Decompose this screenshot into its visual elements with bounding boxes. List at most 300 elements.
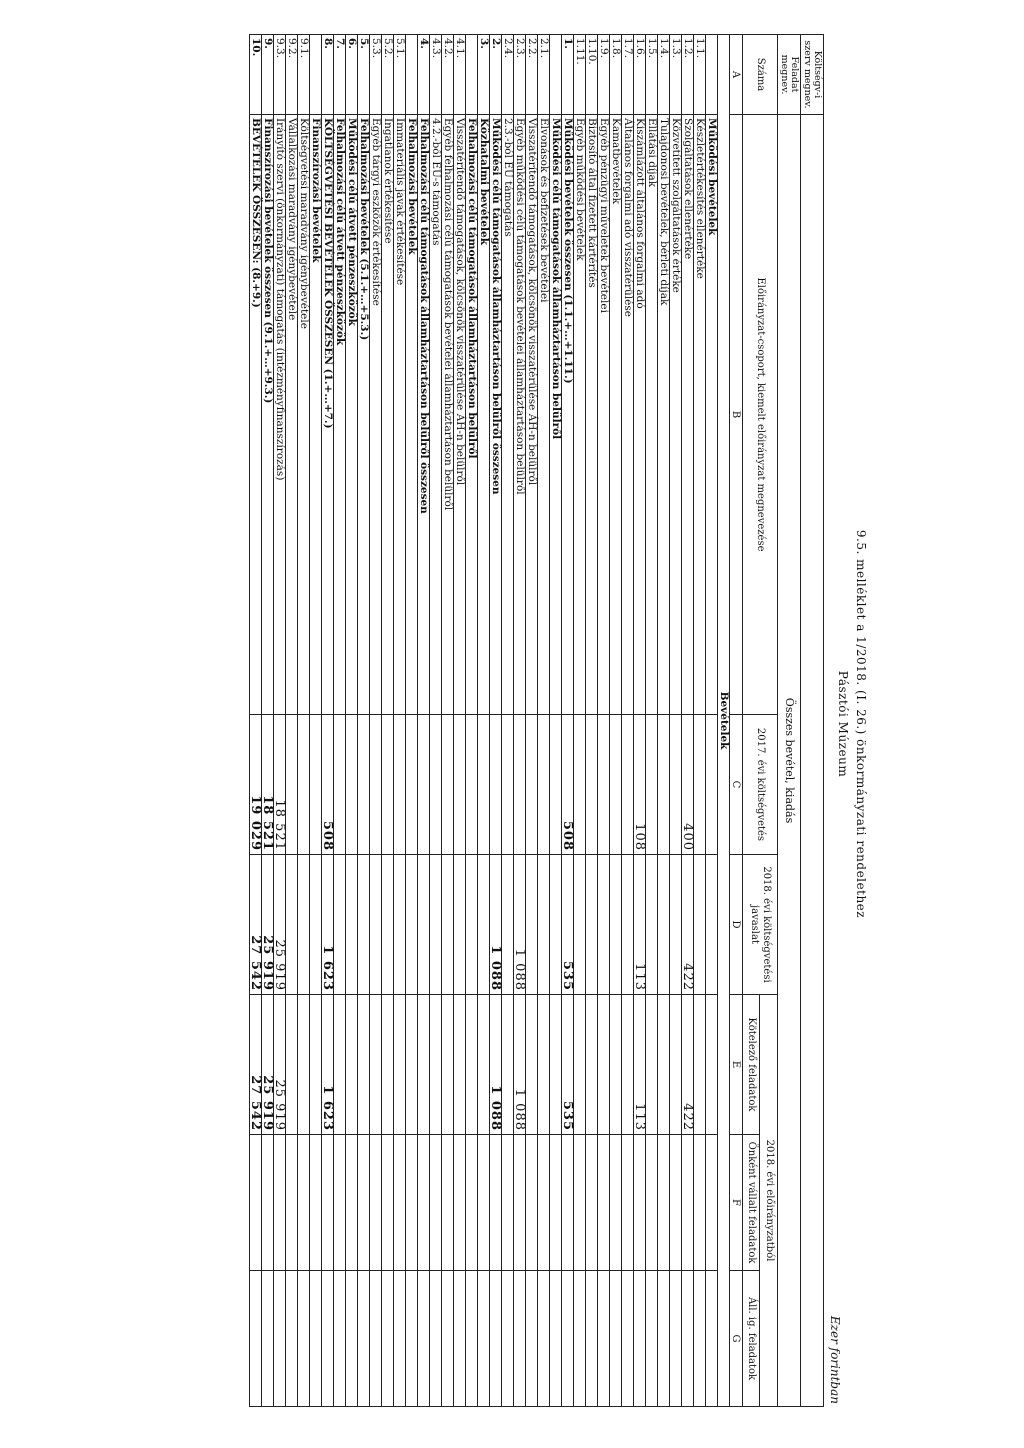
row-value-e: [286, 995, 298, 1135]
row-value-e: 113: [634, 995, 646, 1135]
row-value-g: [298, 1271, 310, 1407]
table-row: [466, 35, 478, 1407]
row-value-e: 1 623: [322, 995, 334, 1135]
table-row: [394, 35, 406, 1407]
row-value-g: [442, 1271, 454, 1407]
row-name: Működési célú támogatások államháztartáson belülről: [550, 115, 562, 715]
row-value-f: [514, 1135, 526, 1271]
row-value-d: [694, 855, 706, 995]
row-code: 8.: [322, 35, 334, 115]
table-row: [406, 35, 418, 1407]
row-code: 2.3.: [514, 35, 526, 115]
row-code: 1.5.: [646, 35, 658, 115]
row-value-g: [706, 1271, 718, 1407]
row-value-g: [406, 1271, 418, 1407]
row-name: Felhalmozási bevételek: [406, 115, 418, 715]
row-code: 4.1.: [454, 35, 466, 115]
row-value-c: [490, 715, 502, 855]
row-value-e: [298, 995, 310, 1135]
row-name: Általános forgalmi adó visszatérülése: [622, 115, 634, 715]
row-value-f: [562, 1135, 574, 1271]
row-value-f: [610, 1135, 622, 1271]
row-value-g: [586, 1271, 598, 1407]
letter-b: B: [730, 115, 743, 715]
row-value-d: 25 919: [262, 855, 274, 995]
section-title: Bevételek: [718, 35, 730, 1407]
table-row: [706, 35, 718, 1407]
row-value-e: [586, 995, 598, 1135]
row-value-d: [538, 855, 550, 995]
row-value-f: [334, 1135, 346, 1271]
row-value-d: [646, 855, 658, 995]
row-value-e: [454, 995, 466, 1135]
row-value-f: [574, 1135, 586, 1271]
row-value-c: [442, 715, 454, 855]
row-value-g: [598, 1271, 610, 1407]
col-number-header: Száma: [743, 35, 778, 115]
row-code: 2.2.: [526, 35, 538, 115]
row-value-f: [394, 1135, 406, 1271]
table-row: [538, 35, 550, 1407]
row-name: Kiszámlázott általános forgalmi adó: [634, 115, 646, 715]
row-value-c: [610, 715, 622, 855]
row-name: Működési célú átvett pénzeszközök: [346, 115, 358, 715]
row-value-f: [658, 1135, 670, 1271]
meta-row-feladat: [778, 35, 801, 1407]
row-value-d: [346, 855, 358, 995]
col-c-header: 2017. évi költségvetés: [743, 715, 778, 855]
row-value-f: [370, 1135, 382, 1271]
table-row: [274, 35, 286, 1407]
row-code: [466, 35, 478, 115]
row-name: Kamatbevételek: [610, 115, 622, 715]
row-value-f: [298, 1135, 310, 1271]
row-value-g: [658, 1271, 670, 1407]
meta-row-szerv: [801, 35, 824, 1407]
row-value-d: 1 088: [490, 855, 502, 995]
row-value-e: 25 919: [262, 995, 274, 1135]
row-value-g: [430, 1271, 442, 1407]
row-value-g: [550, 1271, 562, 1407]
szerv-value: [801, 115, 824, 1407]
row-value-e: 1 088: [514, 995, 526, 1135]
letter-e: E: [730, 995, 743, 1135]
row-value-e: 1 088: [490, 995, 502, 1135]
row-value-g: [490, 1271, 502, 1407]
row-name: Immateriális javak értékesítése: [394, 115, 406, 715]
col-f-header: Önként vállalt feladatok: [743, 1135, 761, 1271]
row-value-g: [382, 1271, 394, 1407]
row-value-g: [622, 1271, 634, 1407]
row-value-e: [430, 995, 442, 1135]
row-value-g: [610, 1271, 622, 1407]
row-code: 9.1.: [298, 35, 310, 115]
row-code: 4.3.: [430, 35, 442, 115]
table-row: [634, 35, 646, 1407]
row-value-c: [286, 715, 298, 855]
row-name: Készletértékesítés ellenértéke: [694, 115, 706, 715]
row-code: 4.2.: [442, 35, 454, 115]
row-value-e: [370, 995, 382, 1135]
row-value-f: [286, 1135, 298, 1271]
row-value-d: [466, 855, 478, 995]
table-row: [622, 35, 634, 1407]
row-value-f: [310, 1135, 322, 1271]
letter-g: G: [730, 1271, 743, 1407]
row-code: 1.10.: [586, 35, 598, 115]
table-row: [286, 35, 298, 1407]
row-name: Egyéb tárgyi eszközök értékesítése: [370, 115, 382, 715]
row-name: Működési célú támogatások államháztartáson belülről összesen: [490, 115, 502, 715]
row-value-g: [538, 1271, 550, 1407]
row-value-e: 25 919: [274, 995, 286, 1135]
row-value-f: [670, 1135, 682, 1271]
row-value-g: [682, 1271, 694, 1407]
budget-table: [249, 34, 824, 1407]
row-name: Egyéb felhalmozási célú támogatások bevételei államháztartáson belülről: [442, 115, 454, 715]
row-value-c: 18 521: [274, 715, 286, 855]
row-value-d: [298, 855, 310, 995]
row-code: 1.4.: [658, 35, 670, 115]
row-code: [550, 35, 562, 115]
table-row: [682, 35, 694, 1407]
row-value-d: [454, 855, 466, 995]
row-code: 2.4.: [502, 35, 514, 115]
row-value-f: [502, 1135, 514, 1271]
row-value-f: [382, 1135, 394, 1271]
row-value-d: [286, 855, 298, 995]
row-value-d: [382, 855, 394, 995]
table-row: [478, 35, 490, 1407]
row-value-g: [634, 1271, 646, 1407]
row-value-g: [502, 1271, 514, 1407]
row-value-c: [526, 715, 538, 855]
row-value-f: [358, 1135, 370, 1271]
letter-f: F: [730, 1135, 743, 1271]
row-value-e: 535: [562, 995, 574, 1135]
row-value-g: [358, 1271, 370, 1407]
row-name: Visszatérítendő támogatások, kölcsönök visszatérülése ÁH-n belülről: [454, 115, 466, 715]
row-value-f: [586, 1135, 598, 1271]
table-row: [334, 35, 346, 1407]
row-value-g: [454, 1271, 466, 1407]
row-value-d: [358, 855, 370, 995]
row-code: 1.7.: [622, 35, 634, 115]
row-value-g: [322, 1271, 334, 1407]
row-value-e: [406, 995, 418, 1135]
row-value-e: [442, 995, 454, 1135]
row-name: Irányító szervi (önkormányzati) támogatás (intézményfinanszírozás): [274, 115, 286, 715]
row-value-f: [250, 1135, 262, 1271]
table-row: [490, 35, 502, 1407]
row-name: Finanszírozási bevételek összesen (9.1.+…+9.3.): [262, 115, 274, 715]
row-value-d: [610, 855, 622, 995]
col-group-header: 2018. évi előirányzatból: [760, 995, 778, 1407]
table-row: [694, 35, 706, 1407]
table-row: [262, 35, 274, 1407]
row-value-g: [370, 1271, 382, 1407]
table-row: [346, 35, 358, 1407]
row-name: Működési bevételek: [706, 115, 718, 715]
col-name-header: Előirányzat-csoport, kiemelt előirányzat megnevezése: [743, 115, 778, 715]
row-value-c: [646, 715, 658, 855]
row-value-c: [694, 715, 706, 855]
row-value-e: [694, 995, 706, 1135]
table-row: [250, 35, 262, 1407]
row-name: Szolgáltatások ellenértéke: [682, 115, 694, 715]
row-value-d: [706, 855, 718, 995]
row-value-f: [598, 1135, 610, 1271]
col-g-header: Áll. ig. feladatok: [743, 1271, 761, 1407]
row-value-f: [490, 1135, 502, 1271]
row-value-g: [418, 1271, 430, 1407]
row-value-f: [538, 1135, 550, 1271]
row-value-d: [370, 855, 382, 995]
row-value-c: [502, 715, 514, 855]
row-value-f: [454, 1135, 466, 1271]
row-name: Felhalmozási bevételek (5.1.+…+5.3.): [358, 115, 370, 715]
row-name: KÖLTSÉGVETÉSI BEVÉTELEK ÖSSZESEN (1.+…+7.): [322, 115, 334, 715]
table-row: [298, 35, 310, 1407]
row-name: Finanszírozási bevételek: [310, 115, 322, 715]
row-value-e: [598, 995, 610, 1135]
row-name: 2.3.-ból EU támogatás: [502, 115, 514, 715]
row-value-g: [274, 1271, 286, 1407]
row-name: Vállalkozási maradvány igénybevétele: [286, 115, 298, 715]
table-row: [646, 35, 658, 1407]
row-name: Közhatalmi bevételek: [478, 115, 490, 715]
row-name: Működési bevételek összesen (1.1.+…+1.11.): [562, 115, 574, 715]
row-value-f: [430, 1135, 442, 1271]
row-value-g: [346, 1271, 358, 1407]
row-name: Felhalmozási célú támogatások államháztartáson belülről: [466, 115, 478, 715]
row-value-g: [478, 1271, 490, 1407]
table-row: [562, 35, 574, 1407]
row-value-c: [382, 715, 394, 855]
letter-c: C: [730, 715, 743, 855]
row-value-e: [538, 995, 550, 1135]
table-row: [670, 35, 682, 1407]
row-value-e: [466, 995, 478, 1135]
row-name: Egyéb pénzügyi műveletek bevételei: [598, 115, 610, 715]
row-value-f: [682, 1135, 694, 1271]
table-row: [382, 35, 394, 1407]
summary-title: Összes bevétel, kiadás: [778, 115, 801, 1407]
table-row: [454, 35, 466, 1407]
row-value-f: [706, 1135, 718, 1271]
row-value-d: [394, 855, 406, 995]
row-value-c: 108: [634, 715, 646, 855]
row-value-g: [334, 1271, 346, 1407]
row-value-d: 113: [634, 855, 646, 995]
row-code: 1.11.: [574, 35, 586, 115]
row-value-c: [298, 715, 310, 855]
row-value-g: [694, 1271, 706, 1407]
table-row: [610, 35, 622, 1407]
table-row: [550, 35, 562, 1407]
row-value-c: [478, 715, 490, 855]
row-code: 1.6.: [634, 35, 646, 115]
row-value-d: [598, 855, 610, 995]
row-value-d: [418, 855, 430, 995]
row-value-g: [262, 1271, 274, 1407]
row-value-c: [358, 715, 370, 855]
row-value-c: [706, 715, 718, 855]
row-value-c: [538, 715, 550, 855]
row-value-e: [706, 995, 718, 1135]
szerv-label: Költségv-i szerv megnev.: [801, 35, 824, 115]
row-value-e: 27 542: [250, 995, 262, 1135]
row-value-c: 508: [562, 715, 574, 855]
table-row: [586, 35, 598, 1407]
row-value-e: [574, 995, 586, 1135]
row-value-c: 400: [682, 715, 694, 855]
row-value-d: 1 623: [322, 855, 334, 995]
table-row: [358, 35, 370, 1407]
row-name: Felhalmozási célú átvett pénzeszközök: [334, 115, 346, 715]
table-row: [658, 35, 670, 1407]
letter-a: A: [730, 35, 743, 115]
row-code: [406, 35, 418, 115]
row-name: Felhalmozási célú támogatások államháztartáson belülről összesen: [418, 115, 430, 715]
row-value-e: [418, 995, 430, 1135]
row-value-e: [358, 995, 370, 1135]
row-value-d: [526, 855, 538, 995]
row-value-c: [394, 715, 406, 855]
row-name: Elvonások és befizetések bevételei: [538, 115, 550, 715]
row-value-g: [526, 1271, 538, 1407]
row-value-d: [406, 855, 418, 995]
row-name: Tulajdonosi bevételek, bérleti díjak: [658, 115, 670, 715]
row-value-f: [262, 1135, 274, 1271]
row-name: BEVÉTELEK ÖSSZESEN: (8.+9.): [250, 115, 262, 715]
col-d-header: 2018. évi költségvetési javaslat: [743, 855, 778, 995]
row-name: Egyéb működési bevételek: [574, 115, 586, 715]
row-value-f: [466, 1135, 478, 1271]
col-e-header: Kötelező feladatok: [743, 995, 761, 1135]
row-value-f: [550, 1135, 562, 1271]
row-value-d: [442, 855, 454, 995]
row-name: Ellátási díjak: [646, 115, 658, 715]
row-code: 9.2.: [286, 35, 298, 115]
row-value-g: [466, 1271, 478, 1407]
row-code: 1.9.: [598, 35, 610, 115]
row-value-f: [526, 1135, 538, 1271]
row-value-d: 535: [562, 855, 574, 995]
row-value-c: 18 521: [262, 715, 274, 855]
row-value-c: [598, 715, 610, 855]
row-value-g: [514, 1271, 526, 1407]
table-row: [310, 35, 322, 1407]
row-value-d: 422: [682, 855, 694, 995]
table-row: [322, 35, 334, 1407]
row-value-d: [334, 855, 346, 995]
row-value-g: [574, 1271, 586, 1407]
row-value-f: [418, 1135, 430, 1271]
row-value-g: [562, 1271, 574, 1407]
budget-sheet: [152, 34, 872, 1414]
row-name: Visszatérítendő támogatások, kölcsönök visszatérülése ÁH-n belülről: [526, 115, 538, 715]
row-value-e: [382, 995, 394, 1135]
row-value-c: 19 029: [250, 715, 262, 855]
row-name: Költségvetési maradvány igénybevétele: [298, 115, 310, 715]
row-value-e: [610, 995, 622, 1135]
row-value-c: [658, 715, 670, 855]
row-value-c: [346, 715, 358, 855]
row-code: 7.: [334, 35, 346, 115]
row-code: 1.: [562, 35, 574, 115]
row-value-g: [394, 1271, 406, 1407]
row-value-c: [586, 715, 598, 855]
row-value-g: [670, 1271, 682, 1407]
row-value-d: [574, 855, 586, 995]
row-value-c: [514, 715, 526, 855]
row-value-c: [334, 715, 346, 855]
table-row: [514, 35, 526, 1407]
table-row: [598, 35, 610, 1407]
table-row: [370, 35, 382, 1407]
row-code: [706, 35, 718, 115]
row-name: Egyéb működési célú támogatások bevételei államháztartáson belülről: [514, 115, 526, 715]
row-value-c: [466, 715, 478, 855]
row-code: 2.1.: [538, 35, 550, 115]
row-value-c: [418, 715, 430, 855]
table-row: [418, 35, 430, 1407]
row-code: 5.1.: [394, 35, 406, 115]
row-value-f: [406, 1135, 418, 1271]
row-value-c: [454, 715, 466, 855]
row-code: 1.8.: [610, 35, 622, 115]
column-header-row-1: [760, 35, 778, 1407]
row-value-d: [430, 855, 442, 995]
row-value-c: 508: [322, 715, 334, 855]
row-code: 6.: [346, 35, 358, 115]
row-code: 1.3.: [670, 35, 682, 115]
row-value-e: 422: [682, 995, 694, 1135]
row-value-g: [286, 1271, 298, 1407]
row-value-f: [478, 1135, 490, 1271]
row-value-f: [346, 1135, 358, 1271]
row-value-e: [526, 995, 538, 1135]
row-value-g: [646, 1271, 658, 1407]
row-value-d: 25 919: [274, 855, 286, 995]
letter-d: D: [730, 855, 743, 995]
row-code: 2.: [490, 35, 502, 115]
table-row: [442, 35, 454, 1407]
row-value-d: [658, 855, 670, 995]
row-value-d: 27 542: [250, 855, 262, 995]
row-value-c: [574, 715, 586, 855]
row-value-e: [334, 995, 346, 1135]
units-label: Ezer forintban: [828, 1315, 842, 1404]
table-row: [502, 35, 514, 1407]
row-value-f: [694, 1135, 706, 1271]
row-code: 3.: [478, 35, 490, 115]
row-code: 10.: [250, 35, 262, 115]
row-name: Közvetített szolgáltatások értéke: [670, 115, 682, 715]
section-row: [718, 35, 730, 1407]
feladat-label: Feladat megnev.: [778, 35, 801, 115]
row-name: Biztosító által fizetett kártérítés: [586, 115, 598, 715]
row-code: 1.1.: [694, 35, 706, 115]
row-value-f: [622, 1135, 634, 1271]
row-code: 9.: [262, 35, 274, 115]
row-value-f: [274, 1135, 286, 1271]
row-code: 4.: [418, 35, 430, 115]
row-value-e: [658, 995, 670, 1135]
organization-name: Pásztói Múzeum: [836, 670, 850, 778]
row-code: 9.3.: [274, 35, 286, 115]
